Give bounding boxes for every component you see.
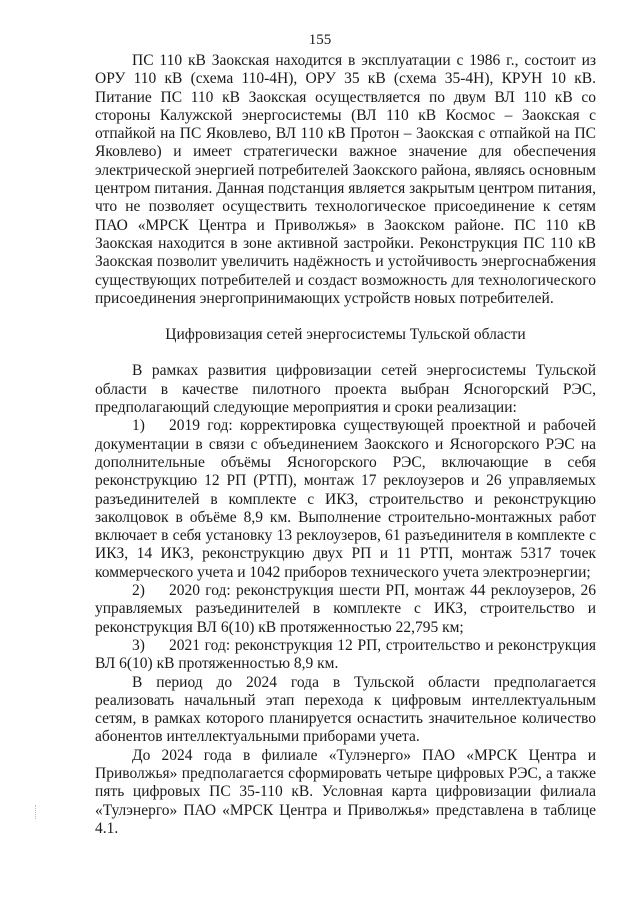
list-number: 2) <box>132 582 145 600</box>
document-body <box>95 52 596 838</box>
list-number: 3) <box>132 636 145 654</box>
paragraph-digital-res: До 2024 года в филиале «Тулэнерго» ПАО «МРСК Центра и Приволжья» предполагается сформировать четыре цифровых РЭС, а также пять цифровых ПС 35-110 кВ. Условная карта цифровизации филиала «Тулэнерго» ПАО «МРСК Центра и Приволжья» представлена в таблице 4.1. <box>95 746 596 837</box>
paragraph-pilot-project: В рамках развития цифровизации сетей энергосистемы Тульской области в качестве пилотного проекта выбран Ясногорский РЭС, предполагающий следующие мероприятия и сроки реализации: <box>95 362 596 417</box>
scan-artifact <box>35 805 39 819</box>
list-number: 1) <box>132 417 145 435</box>
list-item-2020 <box>95 582 596 637</box>
list-item-2019 <box>95 417 596 582</box>
list-text: 2020 год: реконструкция шести РП, монтаж 44 реклоузеров, 26 управляемых разъединителей в комплекте с ИКЗ, строительство и реконструкция ВЛ 6(10) кВ протяженностью 22,795 км; <box>95 582 596 636</box>
paragraph-zaokskaya: ПС 110 кВ Заокская находится в эксплуатации с 1986 г., состоит из ОРУ 110 кВ (схема 110-4Н), ОРУ 35 кВ (схема 35-4Н), КРУН 10 кВ. Питание ПС 110 кВ Заокская осуществляется по двум ВЛ 110 кВ со стороны Калужской энергосистемы (ВЛ 110 кВ Космос – Заокская с отпайкой на ПС Яковлево, ВЛ 110 кВ Протон – Заокская с отпайкой на ПС Яковлево) и имеет стратегически важное значение для обеспечения электрической энергией потребителей Заокского района, являясь основным центром питания. Данная подстанция является закрытым центром питания, что не позволяет осуществить технологическое присоединение к сетям ПАО «МРСК Центра и Приволжья» в Заокском районе. ПС 110 кВ Заокская находится в зоне активной застройки. Реконструкция ПС 110 кВ Заокская позволит увеличить надёжность и устойчивость энергоснабжения существующих потребителей и создаст возможность для технологического присоединения энергопринимающих устройств новых потребителей. <box>95 52 596 307</box>
list-item-2021 <box>95 637 596 674</box>
section-heading: Цифровизация сетей энергосистемы Тульской области <box>165 326 526 344</box>
paragraph-2024-plan: В период до 2024 года в Тульской области предполагается реализовать начальный этап перехода к цифровым интеллектуальным сетям, в рамках которого планируется оснастить значительное количество абонентов интеллектуальными приборами учета. <box>95 673 596 746</box>
page-number: 155 <box>308 32 332 48</box>
list-text: 2021 год: реконструкция 12 РП, строительство и реконструкция ВЛ 6(10) кВ протяженностью 8,9 км. <box>95 636 596 673</box>
list-text: 2019 год: корректировка существующей проектной и рабочей документации в связи с объединением Заокского и Ясногорского РЭС на дополнительные объёмы Ясногорского РЭС, включающие в себя реконструкцию 12 РП (РТП), монтаж 17 реклоузеров и 26 управляемых разъединителей в комплекте с ИКЗ, строительство и реконструкцию заколцовок в объёме 8,9 км. Выполнение строительно-монтажных работ включает в себя установку 13 реклоузеров, 61 разъединителя в комплекте с ИКЗ, 14 ИКЗ, реконструкцию двух РП и 11 РТП, монтаж 5317 точек коммерческого учета и 1042 приборов технического учета электроэнергии; <box>95 417 596 581</box>
